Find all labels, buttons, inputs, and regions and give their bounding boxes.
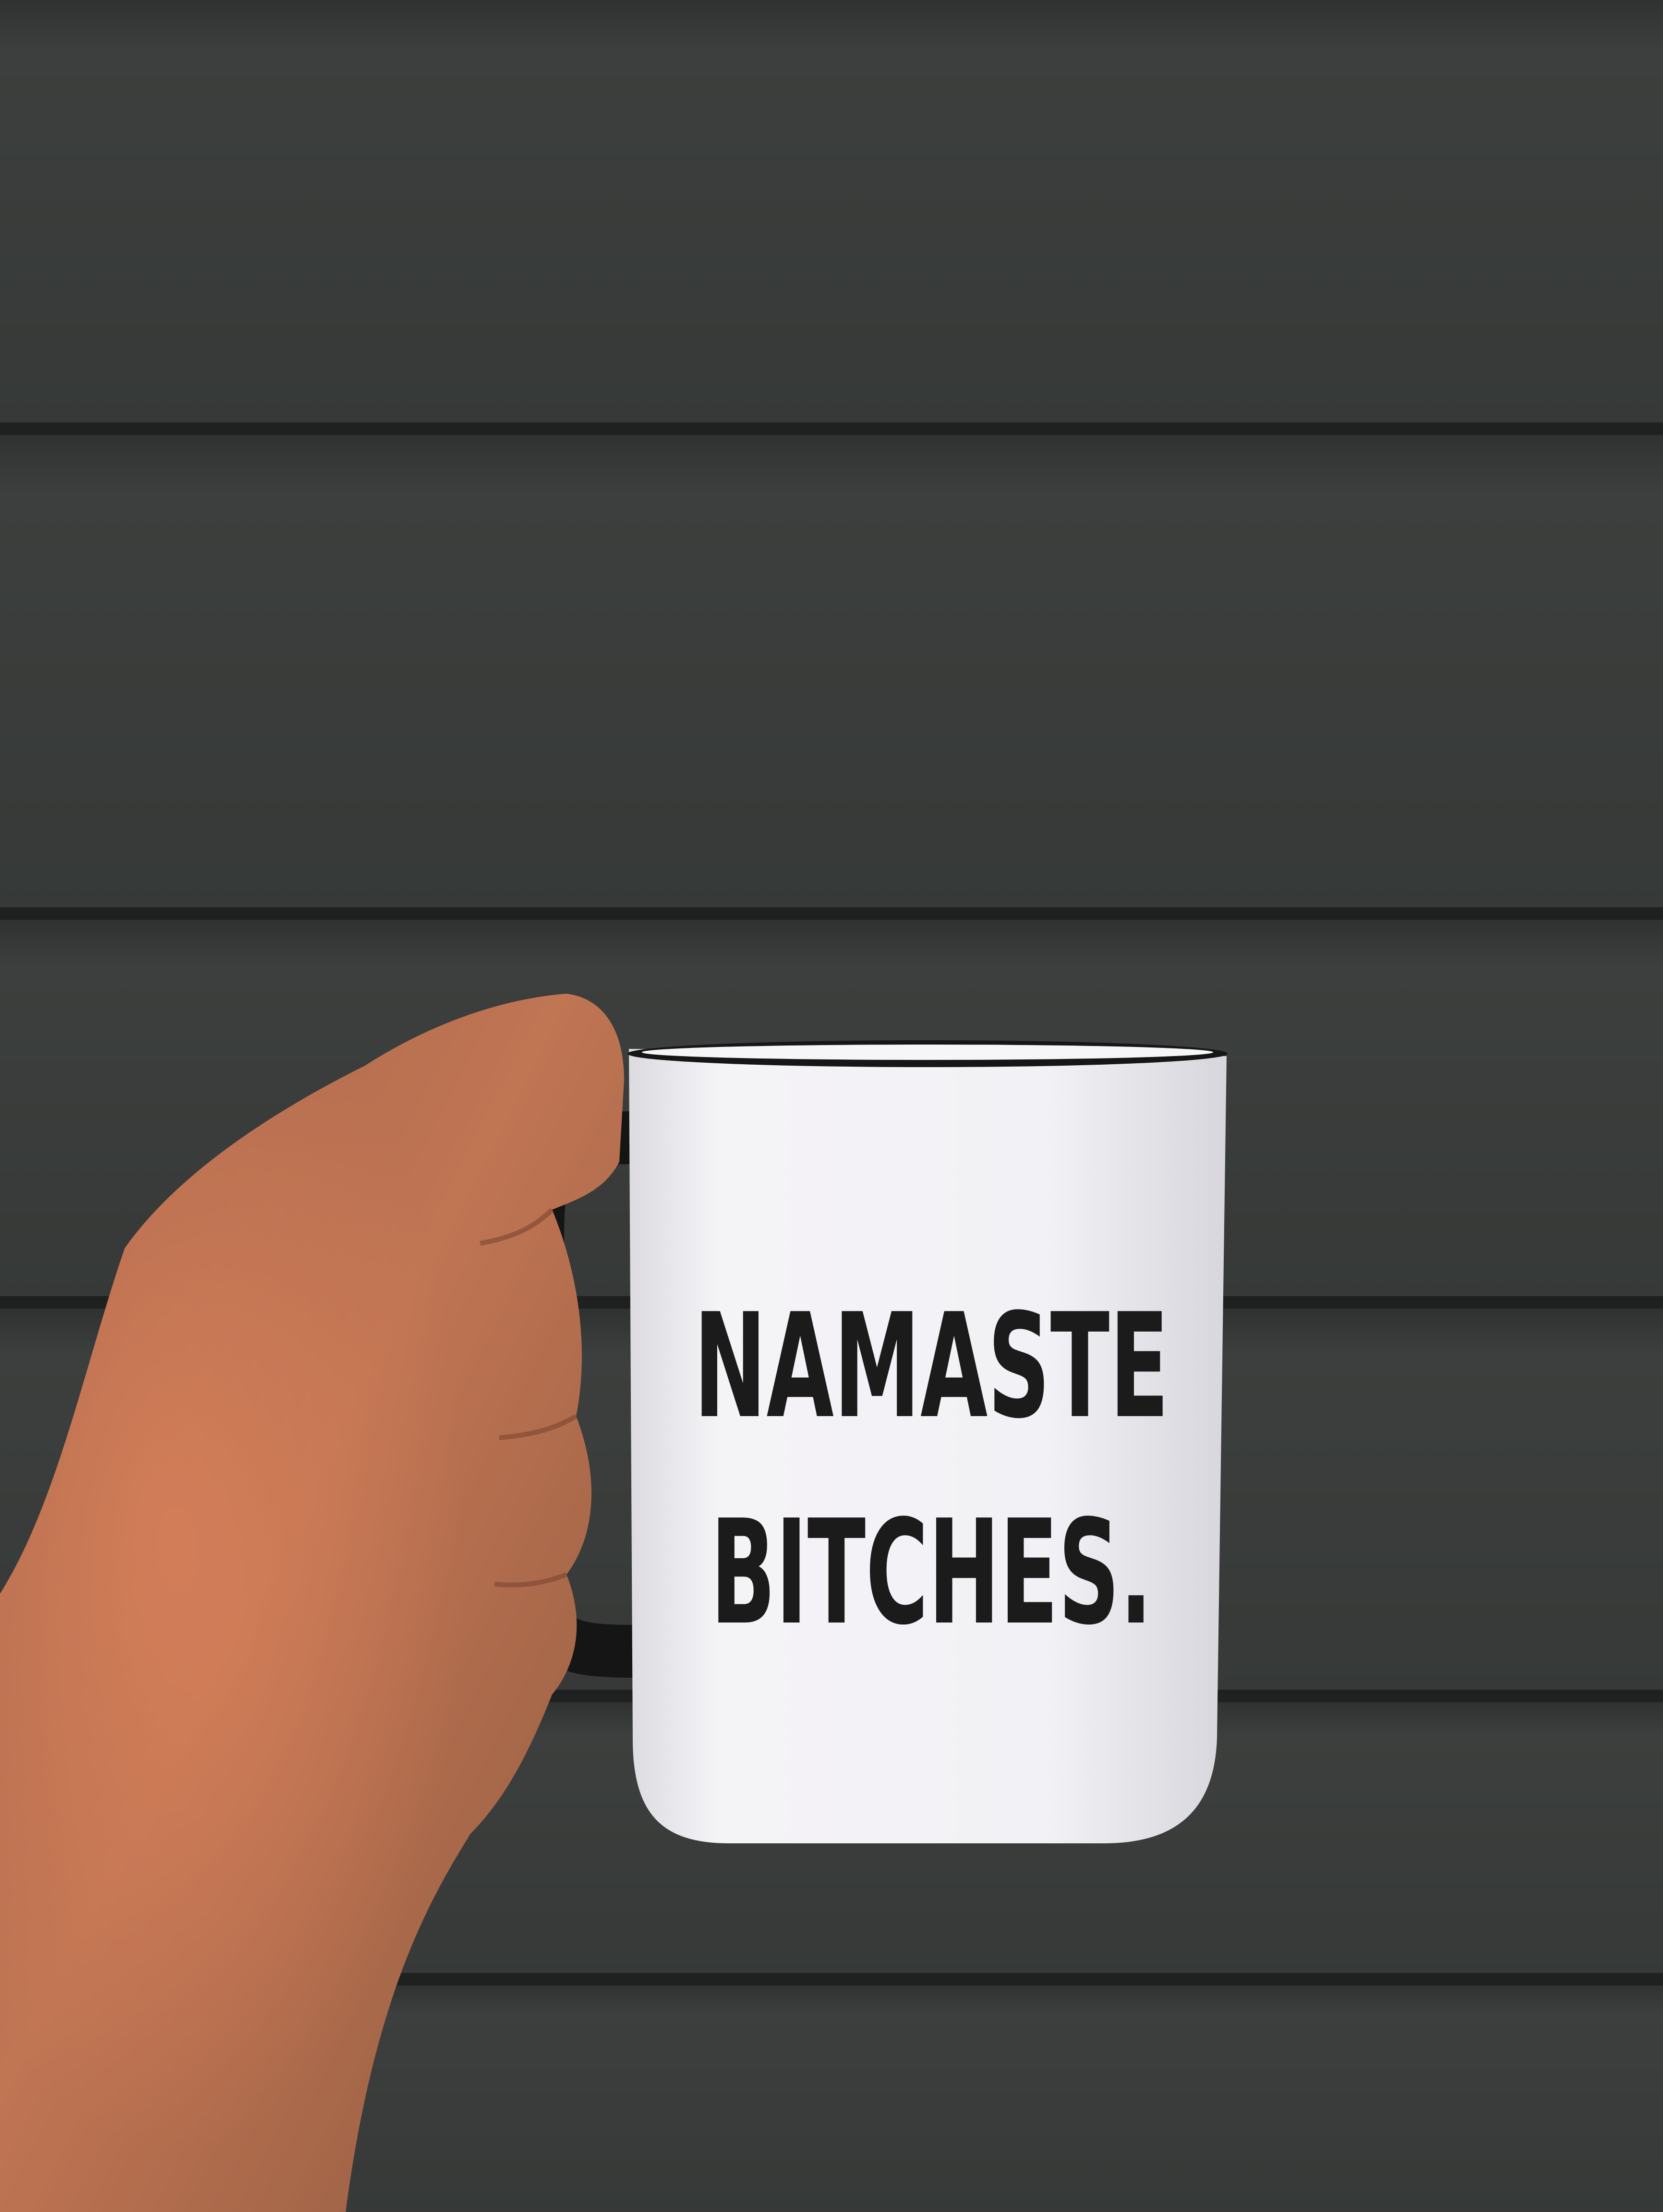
mug-text-line2: BITCHES. — [711, 1489, 1152, 1657]
mug-text-line1: NAMASTE — [694, 1283, 1169, 1450]
mug — [627, 1040, 1228, 1843]
